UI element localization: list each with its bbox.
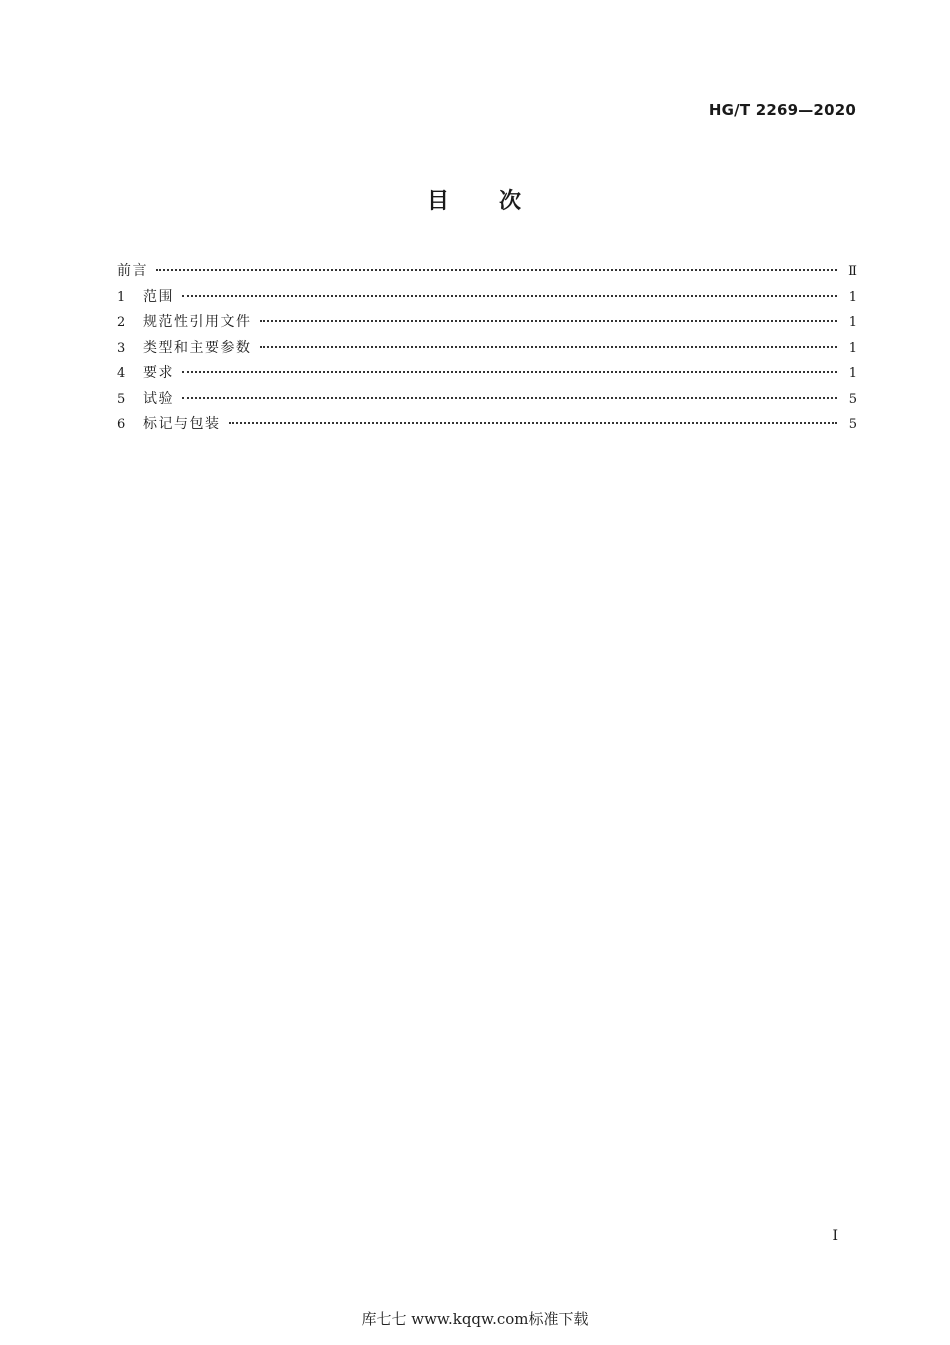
toc-leader-dots: [182, 397, 837, 399]
toc-entry-tests[interactable]: [117, 388, 857, 414]
toc-title: [0, 184, 950, 215]
toc-entry-page: 1: [848, 315, 857, 330]
toc-entry-page: 5: [848, 417, 857, 432]
toc-entry-marking-packaging[interactable]: [117, 413, 857, 439]
toc-list: [117, 260, 857, 439]
toc-entry-scope[interactable]: [117, 286, 857, 312]
toc-entry-label: 前言: [117, 263, 148, 279]
toc-entry-page: 1: [848, 340, 857, 356]
toc-title-char: 次: [499, 189, 524, 214]
toc-entry-label: 规范性引用文件: [143, 314, 252, 330]
toc-title-char: 目: [426, 189, 451, 214]
toc-entry-label: 试验: [143, 390, 174, 407]
toc-entry-page: 1: [848, 366, 857, 381]
toc-leader-dots: [182, 371, 837, 373]
toc-entry-number: 3: [117, 340, 126, 356]
toc-entry-number: 2: [117, 315, 126, 330]
toc-entry-normative-references[interactable]: [117, 311, 857, 337]
toc-leader-dots: [156, 269, 837, 271]
toc-entry-number: 5: [117, 391, 126, 407]
toc-entry-number: 4: [117, 366, 126, 381]
watermark-text: 库七七 www.kqqw.com标准下载: [361, 1310, 589, 1328]
toc-entry-number: 1: [117, 289, 126, 305]
toc-leader-dots: [260, 320, 838, 322]
toc-leader-dots: [182, 295, 837, 297]
toc-entry-label: 要求: [143, 365, 174, 381]
toc-entry-number: 6: [117, 417, 126, 432]
toc-leader-dots: [260, 346, 838, 348]
toc-entry-label: 标记与包装: [143, 416, 221, 432]
toc-entry-label: 类型和主要参数: [143, 339, 252, 356]
toc-entry-requirements[interactable]: [117, 362, 857, 388]
standard-number: HG/T 2269—2020: [708, 101, 856, 119]
toc-entry-label: 范围: [143, 288, 174, 305]
page-number: I: [832, 1228, 838, 1244]
toc-entry-foreword[interactable]: [117, 260, 857, 286]
toc-entry-page: 5: [848, 391, 857, 407]
toc-entry-types-parameters[interactable]: [117, 337, 857, 363]
toc-leader-dots: [229, 422, 838, 424]
toc-entry-page: 1: [848, 289, 857, 305]
toc-entry-page: Ⅱ: [848, 264, 857, 279]
